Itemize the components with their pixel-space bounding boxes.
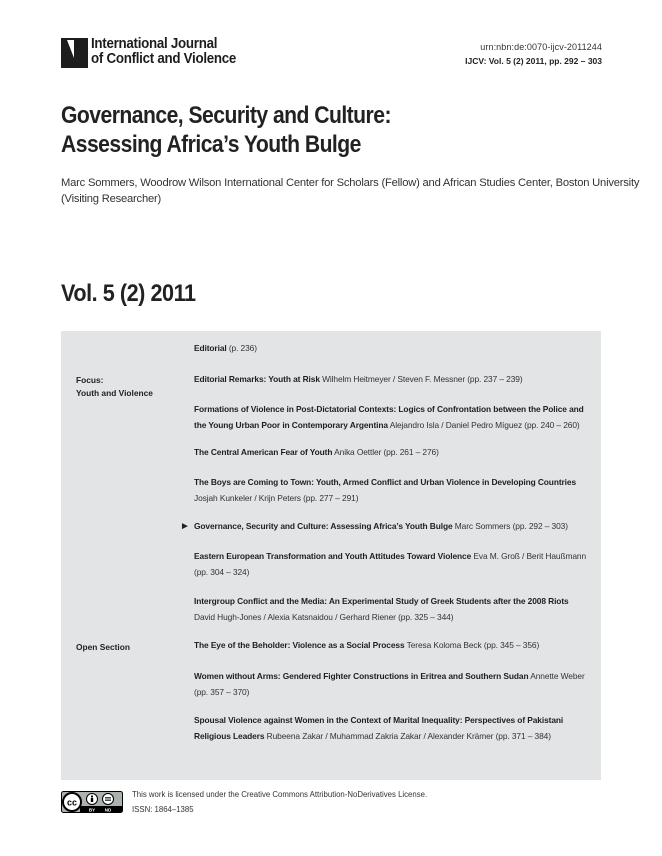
volume-heading: Vol. 5 (2) 2011 [61, 280, 196, 307]
urn-identifier: urn:nbn:de:0070-ijcv-2011244 [480, 42, 602, 52]
cc-text: cc [66, 797, 78, 808]
toc-entry[interactable]: The Central American Fear of Youth Anika Oettler (pp. 261 – 276) [194, 447, 439, 457]
cc-license-badge[interactable] [61, 791, 123, 813]
focus-section-label [76, 374, 153, 400]
toc-entry[interactable]: Women without Arms: Gendered Fighter Constructions in Eritrea and Southern Sudan Annette Weber (pp. 357 – 370) [194, 671, 585, 697]
cc-by-text: BY [88, 807, 96, 813]
focus-label: Focus: [76, 375, 104, 385]
logo-icon [61, 38, 88, 68]
toc-entry[interactable]: Editorial (p. 236) [194, 343, 257, 353]
cc-license-icon [61, 791, 123, 813]
issn: ISSN: 1864–1385 [132, 805, 194, 814]
toc-entry[interactable]: Editorial Remarks: Youth at Risk Wilhelm Heitmeyer / Steven F. Messner (pp. 237 – 239) [194, 374, 523, 384]
license-text: This work is licensed under the Creative Commons Attribution-NoDerivatives License. [132, 790, 428, 799]
toc-entry[interactable]: The Boys are Coming to Town: Youth, Armed Conflict and Urban Violence in Developing Countries Josjah Kunkeler / Krijn Peters (pp. 277 – 291) [194, 477, 577, 503]
article-title [61, 101, 519, 159]
toc-entry[interactable]: Intergroup Conflict and the Media: An Experimental Study of Greek Students after the 2008 Riots David Hugh-Jones / Alexia Katsnaidou / Gerhard Riener (pp. 325 – 344) [194, 596, 569, 622]
toc-panel [61, 331, 601, 780]
author-affiliation: Marc Sommers, Woodrow Wilson International Center for Scholars (Fellow) and African Studies Center, Boston University (Visiting Researcher) [61, 177, 640, 205]
toc-entry[interactable]: The Eye of the Beholder: Violence as a Social Process Teresa Koloma Beck (pp. 345 – 356) [194, 640, 540, 650]
journal-logo-mark [61, 38, 88, 68]
toc-entry-current[interactable]: Governance, Security and Culture: Assessing Africa’s Youth Bulge Marc Sommers (pp. 292 – 303) [194, 521, 568, 531]
toc-entry[interactable]: Spousal Violence against Women in the Context of Marital Inequality: Perspectives of Pakistani Religious Leaders Rubeena Zakar / Muhammad Zakria Zakar / Alexander Krämer (pp. 371 – 384) [194, 715, 564, 741]
open-section-label: Open Section [76, 642, 130, 652]
focus-topic: Youth and Violence [76, 388, 153, 398]
article-title-line1: Governance, Security and Culture: [61, 102, 391, 129]
current-article-marker-icon: ► [180, 521, 190, 532]
journal-name-line2: of Conflict and Violence [91, 51, 237, 67]
journal-name [91, 37, 236, 67]
toc-entry[interactable]: Eastern European Transformation and Youth Attitudes Toward Violence Eva M. Groß / Berit Haußmann (pp. 304 – 324) [194, 551, 587, 577]
article-title-line2: Assessing Africa’s Youth Bulge [61, 131, 361, 158]
toc-entry[interactable]: Formations of Violence in Post-Dictatorial Contexts: Logics of Confrontation between the Police and the Young Urban Poor in Contemporary Argentina Alejandro Isla / Daniel Pedro Míguez (pp. 240 – 260) [194, 404, 584, 430]
cc-nd-text: ND [104, 807, 112, 813]
journal-name-line1: International Journal [91, 36, 218, 52]
citation: IJCV: Vol. 5 (2) 2011, pp. 292 – 303 [465, 56, 602, 66]
